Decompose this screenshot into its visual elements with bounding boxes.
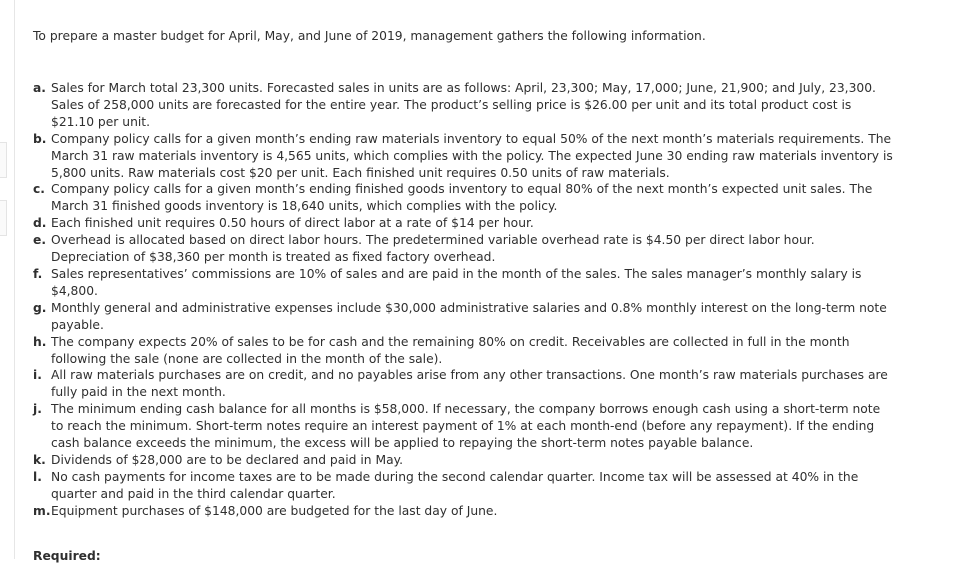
item-marker: m. <box>33 503 51 518</box>
list-item-c <box>33 181 893 215</box>
intro-paragraph: To prepare a master budget for April, May, and June of 2019, management gathers the following information. <box>33 29 706 43</box>
list-item-g <box>33 300 893 334</box>
item-marker: f. <box>33 266 43 281</box>
item-marker: i. <box>33 368 42 383</box>
item-marker: a. <box>33 81 46 95</box>
item-marker: j. <box>33 402 42 417</box>
left-border <box>14 0 15 559</box>
item-marker: g. <box>33 300 47 315</box>
list-item-e <box>33 232 893 266</box>
item-text: Each finished unit requires 0.50 hours of direct labor at a rate of $14 per hour. <box>51 216 534 231</box>
side-tab-lower <box>0 200 7 236</box>
item-text: The minimum ending cash balance for all months is $58,000. If necessary, the company borrows enough cash using a short-term note to reach the minimum. Short-term notes require an interest payment of 1% at each month-end (before any repayment). If the ending cash balance exceeds the minimum, the excess will be applied to repaying the short-term notes payable balance. <box>51 402 881 451</box>
side-tab-upper <box>0 142 7 178</box>
item-text: Company policy calls for a given month’s ending finished goods inventory to equal 80% of the next month’s expected unit sales. The March 31 finished goods inventory is 18,640 units, which complies with the policy. <box>51 182 873 214</box>
item-text: Equipment purchases of $148,000 are budgeted for the last day of June. <box>51 503 498 518</box>
list-item-l <box>33 469 893 503</box>
list-item-d <box>33 215 893 232</box>
item-marker: l. <box>33 469 42 484</box>
item-text: Overhead is allocated based on direct labor hours. The predetermined variable overhead rate is $4.50 per direct labor hour. Depreciation of $38,360 per month is treated as fixed factory overhead. <box>51 233 815 265</box>
item-marker: e. <box>33 233 47 248</box>
required-heading: Required: <box>33 549 101 563</box>
list-item-h <box>33 334 893 368</box>
item-text: Monthly general and administrative expenses include $30,000 administrative salaries and 0.8% monthly interest on the long-term note payable. <box>51 300 887 332</box>
item-text: Sales for March total 23,300 units. Forecasted sales in units are as follows: April, 23,300; May, 17,000; June, 21,900; and July, 23,300. Sales of 258,000 units are forecasted for the entire year. The product’s selling price is $26.00 per unit and its total product cost is $21.10 per unit. <box>51 81 876 129</box>
item-marker: b. <box>33 131 47 146</box>
item-marker: k. <box>33 452 46 467</box>
item-text: The company expects 20% of sales to be for cash and the remaining 80% on credit. Receivables are collected in full in the month following the sale (none are collected in the month of the sale). <box>51 334 850 366</box>
item-marker: d. <box>33 216 47 231</box>
list-item-b <box>33 131 893 182</box>
item-marker: c. <box>33 182 45 197</box>
item-text: Company policy calls for a given month’s ending raw materials inventory to equal 50% of the next month’s materials requirements. The March 31 raw materials inventory is 4,565 units, which complies with the policy. The expected June 30 ending raw materials inventory is 5,800 units. Raw materials cost $20 per unit. Each finished unit requires 0.50 units of raw materials. <box>51 131 893 180</box>
item-marker: h. <box>33 334 47 349</box>
list-item-i <box>33 367 893 401</box>
list-item-f <box>33 266 893 300</box>
item-text: Dividends of $28,000 are to be declared and paid in May. <box>51 452 404 467</box>
item-text: All raw materials purchases are on credit, and no payables arise from any other transactions. One month’s raw materials purchases are fully paid in the next month. <box>51 368 888 400</box>
list-item-m <box>33 503 893 520</box>
list-item-a <box>33 80 893 131</box>
list-item-j <box>33 401 893 452</box>
information-list <box>33 80 893 520</box>
item-text: No cash payments for income taxes are to be made during the second calendar quarter. Income tax will be assessed at 40% in the quarter and paid in the third calendar quarter. <box>51 469 859 501</box>
item-text: Sales representatives’ commissions are 10% of sales and are paid in the month of the sales. The sales manager’s monthly salary is $4,800. <box>51 266 862 298</box>
list-item-k <box>33 452 893 469</box>
